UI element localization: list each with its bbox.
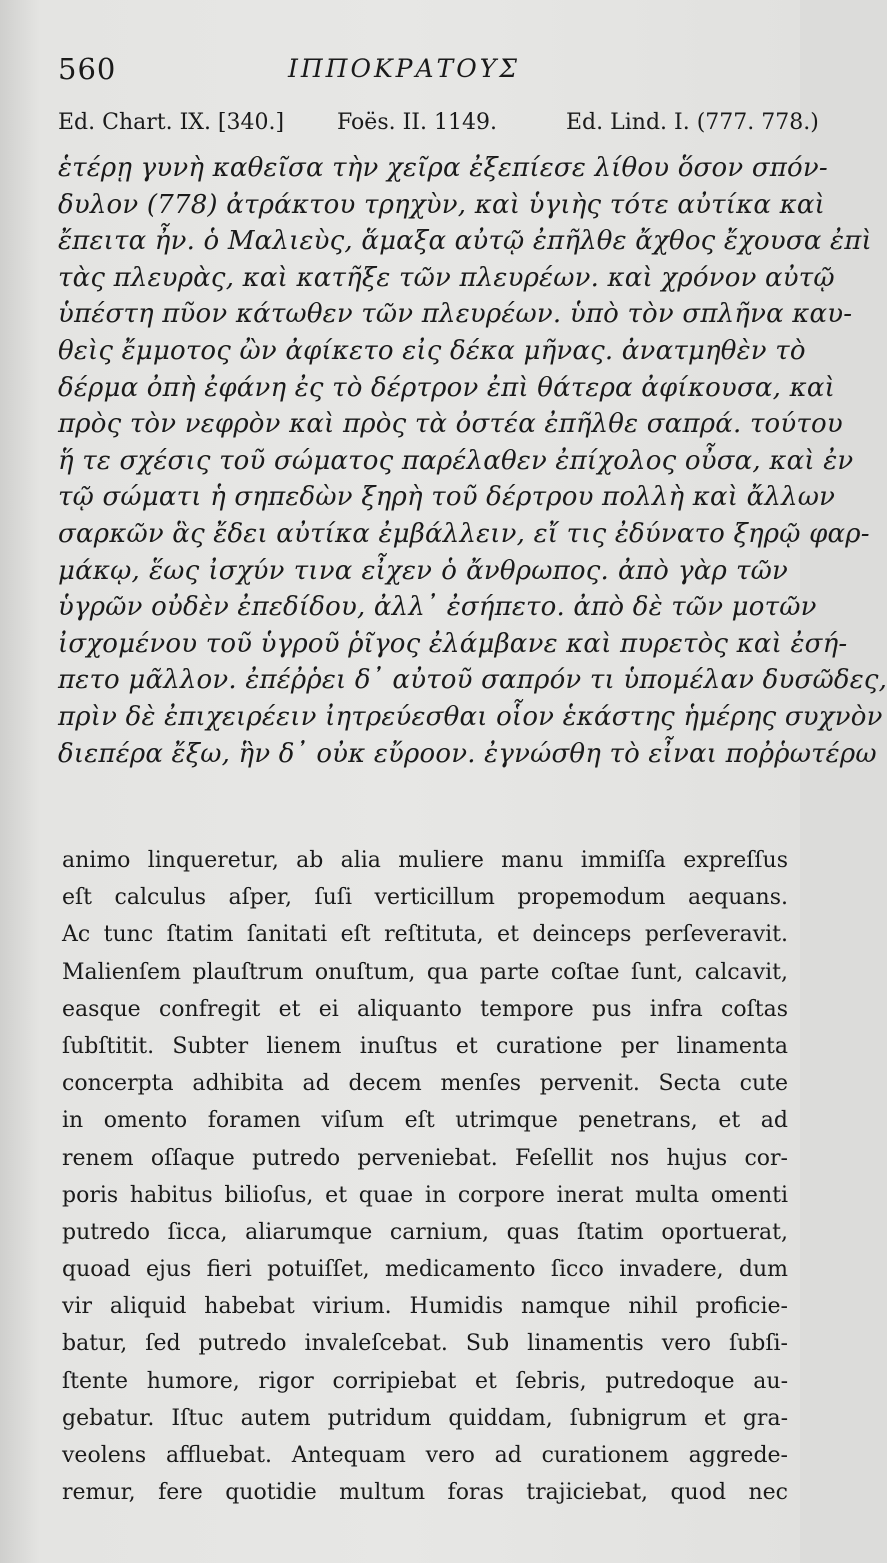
greek-text-block xyxy=(58,150,887,772)
latin-line: ſtente humore, rigor corripiebat et ſebris, putredoque au- xyxy=(62,1368,788,1394)
edition-references xyxy=(58,110,819,135)
latin-line: easque confregit et ei aliquanto tempore pus infra coſtas xyxy=(62,996,788,1022)
running-title: ΙΠΠΟΚΡΑΤΟΥΣ xyxy=(288,54,520,83)
greek-line: ὑπέστη πῦον κάτωθεν τῶν πλευρέων. ὑπὸ τὸν σπλῆνα καυ- xyxy=(58,299,853,330)
latin-line: quoad ejus fieri potuiſſet, medicamento ſicco invadere, dum xyxy=(62,1257,788,1283)
latin-line: concerpta adhibita ad decem menſes pervenit. Secta cute xyxy=(62,1071,788,1097)
greek-line: διεπέρα ἔξω, ἣν δ᾽ οὐκ εὔροον. ἐγνώσθη τὸ εἶναι ποῤῥωτέρω xyxy=(58,738,877,769)
greek-line: ἑτέρῃ γυνὴ καθεῖσα τὴν χεῖρα ἐξεπίεσε λίθου ὅσον σπόν- xyxy=(58,153,828,183)
latin-text-block xyxy=(62,842,788,1511)
latin-line: ſubſtitit. Subter lienem inuſtus et curatione per linamenta xyxy=(62,1033,788,1059)
greek-line: πρὶν δὲ ἐπιχειρέειν ἰητρεύεσθαι οἷον ἑκάστης ἡμέρης συχνὸν xyxy=(58,701,883,732)
latin-line: Malienſem plauſtrum onuſtum, qua parte coſtae ſunt, calcavit, xyxy=(62,959,788,985)
page-number: 560 xyxy=(58,52,117,86)
latin-line: in omento foramen viſum eſt utrimque penetrans, et ad xyxy=(62,1108,788,1134)
latin-line: gebatur. Iſtuc autem putridum quiddam, ſubnigrum et gra- xyxy=(62,1405,788,1431)
greek-line: μάκῳ, ἕως ἰσχύν τινα εἶχεν ὁ ἄνθρωπος. ἀπὸ γὰρ τῶν xyxy=(58,555,788,586)
latin-line: veolens affluebat. Antequam vero ad curationem aggrede- xyxy=(62,1443,788,1468)
running-head xyxy=(58,52,778,96)
greek-line: ὑγρῶν οὐδὲν ἐπεδίδου, ἀλλ᾽ ἐσήπετο. ἀπὸ δὲ τῶν μοτῶν xyxy=(58,592,817,623)
greek-line: θεὶς ἔμμοτος ὢν ἀφίκετο εἰς δέκα μῆνας. ἀνατμηθὲν τὸ xyxy=(58,335,806,366)
latin-line: vir aliquid habebat virium. Humidis namque nihil proficie- xyxy=(62,1294,788,1320)
greek-line: δέρμα ὀπὴ ἐφάνη ἐς τὸ δέρτρον ἐπὶ θάτερα ἀφίκουσα, καὶ xyxy=(58,372,835,403)
greek-line: ἰσχομένου τοῦ ὑγροῦ ῥῖγος ἐλάμβανε καὶ πυρετὸς καὶ ἐσή- xyxy=(58,628,848,659)
greek-line: δυλον (778) ἀτράκτου τρηχὺν, καὶ ὑγιὴς τότε αὐτίκα καὶ xyxy=(58,189,825,220)
edition-ref-foes: Foës. II. 1149. xyxy=(337,110,497,135)
greek-line: σαρκῶν ἃς ἔδει αὐτίκα ἐμβάλλειν, εἴ τις ἐδύνατο ξηρῷ φαρ- xyxy=(58,518,870,549)
greek-line: πετο μᾶλλον. ἐπέῤῥει δ᾽ αὐτοῦ σαπρόν τι ὑπομέλαν δυσῶδες, xyxy=(58,665,887,696)
greek-line: τὰς πλευρὰς, καὶ κατῆξε τῶν πλευρέων. καὶ χρόνον αὐτῷ xyxy=(58,262,835,293)
latin-line: batur, ſed putredo invaleſcebat. Sub linamentis vero ſubſi- xyxy=(62,1331,788,1357)
latin-line: remur, fere quotidie multum foras trajiciebat, quod nec xyxy=(62,1480,788,1506)
edition-ref-chart: Ed. Chart. IX. [340.] xyxy=(58,110,285,135)
greek-line: ἔπειτα ἦν. ὁ Μαλιεὺς, ἅμαξα αὐτῷ ἐπῆλθε ἄχθος ἔχουσα ἐπὶ xyxy=(58,226,872,257)
latin-line: poris habitus bilioſus, et quae in corpore inerat multa omenti xyxy=(62,1182,788,1208)
latin-line: renem oſſaque putredo perveniebat. Feſellit nos hujus cor- xyxy=(62,1145,788,1171)
greek-line: ἥ τε σχέσις τοῦ σώματος παρέλαθεν ἐπίχολος οὖσα, καὶ ἐν xyxy=(58,445,854,476)
latin-line: eſt calculus aſper, ſuſi verticillum propemodum aequans. xyxy=(62,885,788,911)
latin-line: animo linqueretur, ab alia muliere manu immiſſa expreſſus xyxy=(62,848,788,873)
latin-line: putredo ſicca, aliarumque carnium, quas ſtatim oportuerat, xyxy=(62,1219,788,1245)
greek-line: πρὸς τὸν νεφρὸν καὶ πρὸς τὰ ὀστέα ἐπῆλθε σαπρά. τούτου xyxy=(58,409,843,440)
latin-line: Ac tunc ſtatim ſanitati eſt reſtituta, et deinceps perſeveravit. xyxy=(62,922,788,948)
edition-ref-lind: Ed. Lind. I. (777. 778.) xyxy=(566,110,819,135)
greek-line: τῷ σώματι ἡ σηπεδὼν ξηρὴ τοῦ δέρτρου πολλὴ καὶ ἄλλων xyxy=(58,482,836,513)
